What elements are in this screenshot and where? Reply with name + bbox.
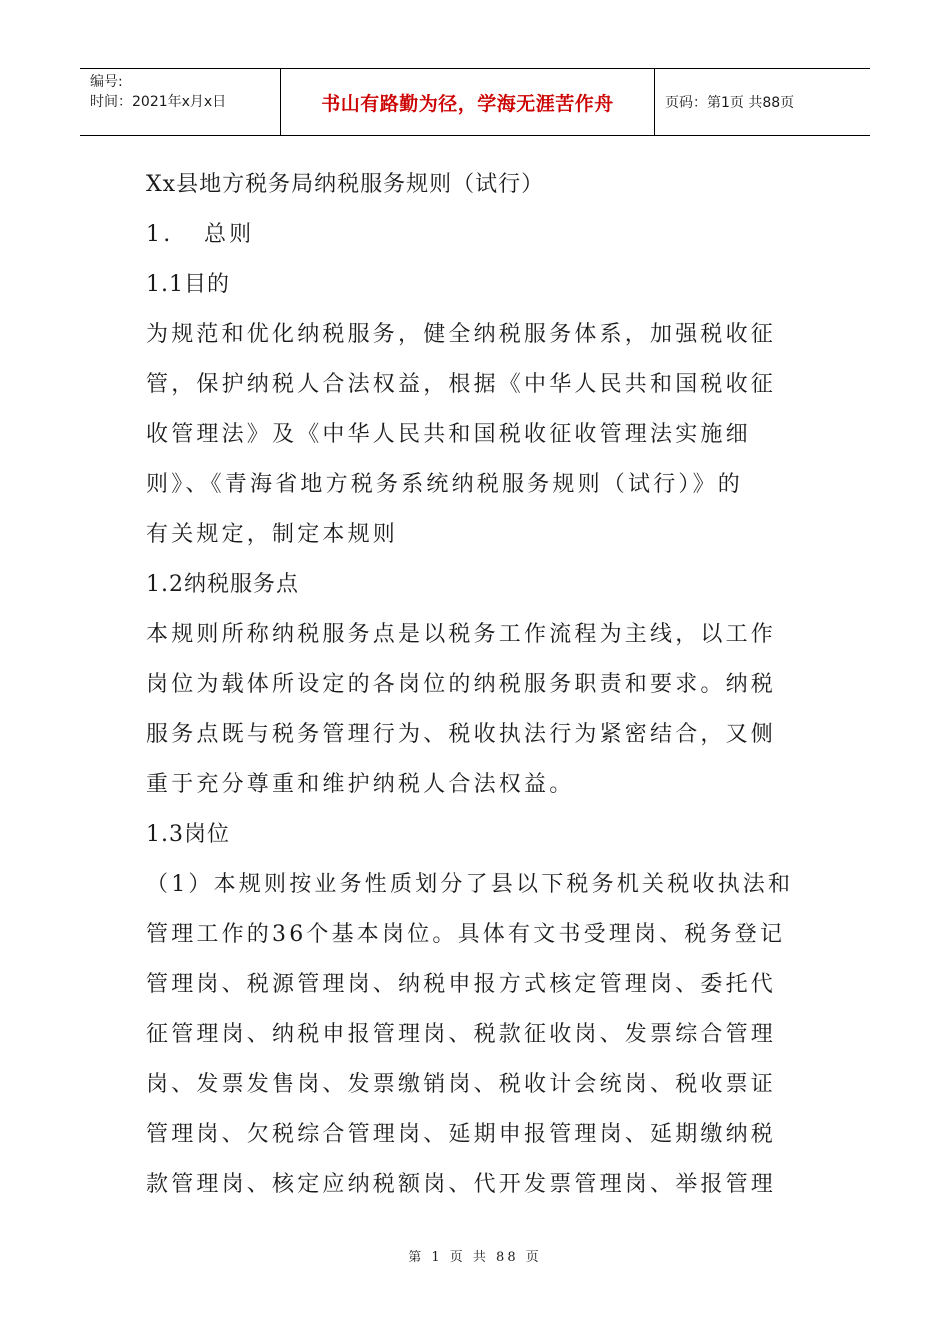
paragraph-line: 管理岗、税源管理岗、纳税申报方式核定管理岗、委托代 (146, 972, 777, 997)
paragraph-line: 重于充分尊重和维护纳税人合法权益。 (146, 772, 575, 797)
paragraph-line: 则》、《青海省地方税务系统纳税服务规则（试行）》的 (146, 472, 744, 497)
section-heading: 1.3岗位 (146, 822, 230, 847)
paragraph-line: 岗、发票发售岗、发票缴销岗、税收计会统岗、税收票证 (146, 1072, 777, 1097)
paragraph-line: 服务点既与税务管理行为、税收执法行为紧密结合，又侧 (146, 722, 777, 747)
paragraph-line: 本规则所称纳税服务点是以税务工作流程为主线，以工作 (146, 622, 777, 647)
paragraph-line: 岗位为载体所设定的各岗位的纳税服务职责和要求。纳税 (146, 672, 777, 697)
paragraph-line: 管理岗、欠税综合管理岗、延期申报管理岗、延期缴纳税 (146, 1122, 777, 1147)
page-footer: 第 1 页 共 88 页 (408, 1250, 542, 1265)
section-heading: 1. 总则 (146, 222, 255, 247)
paragraph-line: 收管理法》及《中华人民共和国税收征收管理法实施细 (146, 422, 751, 447)
paragraph-line: 征管理岗、纳税申报管理岗、税款征收岗、发票综合管理 (146, 1022, 777, 1047)
header-page-code: 页码：第1页 共88页 (665, 95, 795, 111)
paragraph-line: （1）本规则按业务性质划分了县以下税务机关税收执法和 (146, 872, 794, 897)
paragraph-line: 款管理岗、核定应纳税额岗、代开发票管理岗、举报管理 (146, 1172, 777, 1197)
document-title: Xx县地方税务局纳税服务规则（试行） (146, 172, 545, 197)
number-label: 编号: (90, 74, 123, 90)
time-label: 时间：2021年x月x日 (90, 94, 227, 110)
paragraph-line: 有关规定，制定本规则 (146, 522, 399, 547)
header-info-cell (80, 69, 281, 135)
paragraph-line: 管，保护纳税人合法权益，根据《中华人民共和国税收征 (146, 372, 777, 397)
section-heading: 1.1目的 (146, 272, 230, 297)
paragraph-line: 管理工作的36个基本岗位。具体有文书受理岗、税务登记 (146, 922, 786, 947)
document-header (80, 68, 870, 136)
section-heading: 1.2纳税服务点 (146, 572, 299, 597)
paragraph-line: 为规范和优化纳税服务，健全纳税服务体系，加强税收征 (146, 322, 777, 347)
document-body (146, 160, 806, 1210)
header-motto: 书山有路勤为径，学海无涯苦作舟 (281, 69, 655, 135)
